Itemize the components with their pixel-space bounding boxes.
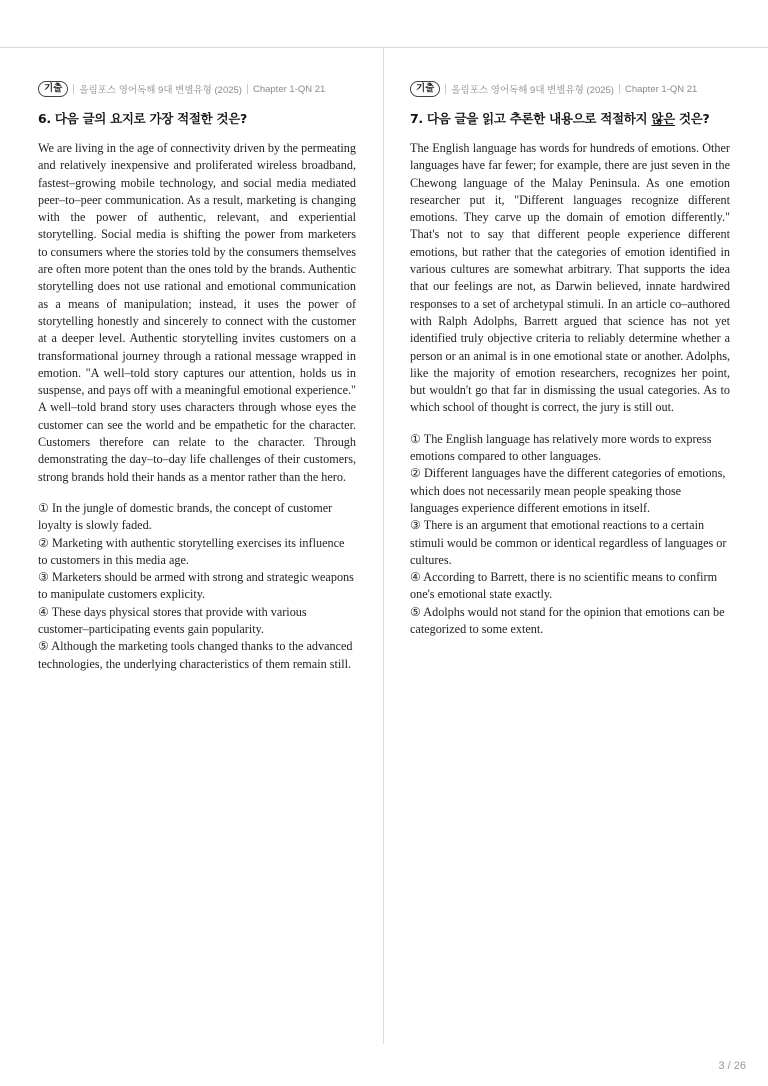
question-7-column	[410, 80, 730, 638]
question-text-end: 것은?	[674, 111, 710, 126]
separator	[619, 84, 620, 94]
source-title: 올림포스 영어독해 9대 변별유형 (2025)	[79, 85, 242, 96]
chapter-label: Chapter 1-QN 21	[252, 83, 326, 95]
source-title: 올림포스 영어독해 9대 변별유형 (2025)	[451, 85, 614, 96]
question-title	[410, 109, 730, 127]
header-rule	[0, 47, 768, 48]
source-line	[38, 80, 356, 98]
choice-2: ② Different languages have the different categories of emotions, which does not necessarily mean people speaking those languages experience different emotions in itself.	[410, 466, 726, 515]
separator	[445, 84, 446, 94]
choice-4: ④ According to Barrett, there is no scientific means to confirm one's emotional state exactly.	[410, 570, 718, 602]
question-underlined-word: 않은	[651, 111, 675, 126]
choice-3: ③ Marketers should be armed with strong and strategic weapons to manipulate customers explicity.	[38, 570, 354, 602]
choice-5: ⑤ Adolphs would not stand for the opinion that emotions can be categorized to some extent.	[410, 604, 725, 637]
column-divider	[383, 48, 384, 1044]
exam-badge: 기출	[410, 81, 440, 97]
separator	[73, 84, 74, 94]
answer-choices	[410, 431, 730, 639]
choice-2: ② Marketing with authentic storytelling exercises its influence to customers in this media age.	[38, 535, 345, 567]
choice-5: ⑤ Although the marketing tools changed thanks to the advanced technologies, the underlying characteristics of them remain still.	[38, 639, 353, 671]
passage-text: The English language has words for hundreds of emotions. Other languages have far fewer; for example, there are just seven in the Chewong language of the Malay Peninsula. As one emotion researcher put it, "Different languages recognize different emotions. They carve up the domain of emotion differently." That's not to say that different people experience different emotions, but rather that the categories of emotion identified in various cultures are somewhat arbitrary. That supports the idea that our feelings are not, as Darwin believed, innate hardwired responses to a set of archetypal stimuli. In an article co–authored with Ralph Adolphs, Barrett argued that science has not yet identified truly objective criteria to reliably determine whether a person or an animal is in one emotional state or another. Adolphs, like the majority of emotion researchers, recognizes her point, but wouldn't go that far in dismissing the usual categories. As to which school of thought is correct, the jury is still out.	[410, 141, 730, 415]
choice-3: ③ There is an argument that emotional reactions to a certain stimuli would be common or identical regardless of languages or cultures.	[410, 518, 727, 567]
choice-4: ④ These days physical stores that provide with various customer–participating events gain popularity.	[38, 604, 307, 637]
separator	[247, 84, 248, 94]
question-6-column	[38, 80, 356, 673]
passage-text: We are living in the age of connectivity driven by the permeating and relatively inexpensive and proliferated wireless broadband, fastest–growing mobile technology, and social media mediated peer–to–peer communication. As a result, marketing is changing with the power of authentic, relevant, and experiential storytelling. Social media is shifting the power from marketers to consumers where the stories told by the consumers themselves are often more potent than the ones told by the brands. Authentic storytelling does not use rational and emotional communication as a means of manipulation; instead, it uses the power of storytelling honestly and sincerely to connect with the customer at a deeper level. Authentic storytelling invites customers on a transformational journey through a rational message wrapped in emotion. "A well–told story captures our attention, holds us in suspense, and pays off with a meaningful emotional experience." A well–told brand story uses characters through whose eyes the customer can see the world and be empathetic for the character. Customers therefore can relate to the character. Through demonstrating the day–to–day life challenges of their customers, strong brands hold their hands as a mentor rather than the hero.	[38, 141, 356, 484]
answer-choices	[38, 500, 356, 673]
choice-1: ① In the jungle of domestic brands, the concept of customer loyalty is slowly faded.	[38, 500, 333, 533]
page-number: 3 / 26	[718, 1060, 746, 1072]
chapter-label: Chapter 1-QN 21	[624, 83, 698, 95]
question-title: 6. 다음 글의 요지로 가장 적절한 것은?	[38, 111, 247, 126]
exam-badge: 기출	[38, 81, 68, 97]
source-line	[410, 80, 730, 98]
choice-1: ① The English language has relatively more words to express emotions compared to other languages.	[410, 431, 712, 464]
question-text-start: 7. 다음 글을 읽고 추론한 내용으로 적절하지	[410, 111, 652, 126]
